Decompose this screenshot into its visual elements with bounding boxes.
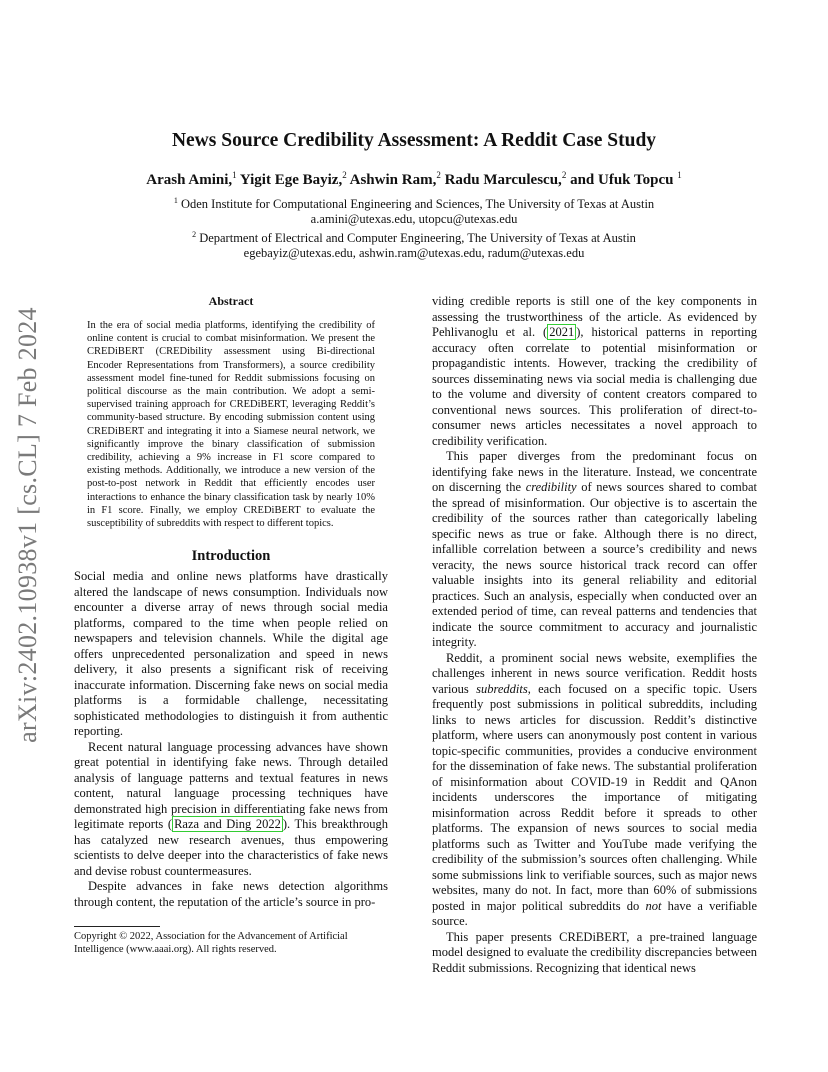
- footnote-rule: [74, 926, 160, 927]
- right-column: [432, 294, 757, 976]
- affiliation-mark: 1: [677, 170, 682, 180]
- citation-link[interactable]: Raza and Ding 2022: [174, 817, 281, 832]
- intro-paragraph-1: Social media and online news platforms have drastically altered the landscape of news consumption. Individuals now encounter a diverse array of news through social media platforms, compared to the time when people relied on newspapers and television channels. While the digital age offers unprecedented personalization and speed in news delivery, it also presents a significant risk of receiving inaccurate information. Discerning fake news on social media platforms is a formidable challenge, necessitating sophisticated methodologies to distinguish it from authentic reporting.: [74, 569, 388, 739]
- affiliation-mark: 2: [436, 170, 441, 180]
- intro-paragraph-4: This paper diverges from the predominant focus on identifying fake news in the literature. Instead, we concentrate on discerning the credibility of news sources shared to combat the spread of misinformation. Our objective is to ascertain the credibility of the sources rather than categorically labeling specific news as true or fake. Although there is no direct, infallible correlation between a source’s credibility and news veracity, the news source historical track record can offer valuable insights into its general reliability and editorial practices. Such an analysis, especially when conducted over an extended period of time, can reveal patterns and tendencies that indicate the source commitment to accuracy and journalistic integrity.: [432, 449, 758, 649]
- intro-paragraph-2: Recent natural language processing advances have shown great potential in identifying fake news. Through detailed analysis of language patterns and textual features in news content, natural language processing techniques have demonstrated high precision in differentiating fake news from legitimate reports ( Raza and Ding 2022 ). This breakthrough has catalyzed new research avenues, thus empowering scientists to delve deeper into the characteristics of fake news and devise robust countermeasures.: [74, 739, 389, 878]
- author-list: [74, 170, 754, 189]
- author-name: Yigit Ege Bayiz,: [239, 172, 343, 188]
- intro-paragraph-3-start: Despite advances in fake news detection algorithms through content, the reputation of the article’s source in pro-: [74, 879, 388, 909]
- affiliation-1: $^1$ Oden Institute for Computational Engineering and Sciences, The University of Texas at Austin: [173, 196, 655, 212]
- intro-paragraph-6: This paper presents CREDiBERT, a pre-trained language model designed to evaluate the credibility discrepancies between Reddit submissions. Recognizing that identical news: [432, 929, 757, 975]
- author-name: Arash Amini,: [146, 172, 233, 188]
- affiliation-mark: 2: [561, 170, 567, 180]
- abstract-heading: Abstract: [208, 294, 254, 308]
- author-name: Ashwin Ram,: [349, 172, 437, 188]
- citation-link[interactable]: 2021: [549, 325, 575, 339]
- affiliation-mark: 2: [342, 170, 347, 180]
- author-name: Radu Marculescu,: [444, 172, 562, 188]
- affiliation-2-email[interactable]: egebayiz@utexas.edu, ashwin.ram@utexas.edu, radum@utexas.edu: [243, 246, 585, 261]
- left-column: [74, 294, 388, 910]
- affiliation-mark: 1: [232, 170, 237, 180]
- author-name: and Ufuk Topcu: [570, 172, 674, 188]
- intro-paragraph-5: Reddit, a prominent social news website, exemplifies the challenges inherent in news source verification. Reddit hosts various subreddits, each focused on a specific topic. Users frequently post submissions in political subreddits, including links to news articles for discussion. Reddit’s distinctive platform, where users can anonymously post content in various topic-specific communities, provides a conducive environment for the dissemination of fake news. The substantial proliferation of misinformation about COVID-19 in Reddit and QAnon incidents underscores the importance of mitigating misinformation across Reddit before it spreads to other platforms. The expansion of news sources to social media platforms such as Twitter and YouTube made verifying the credibility of the submission’s sources often challenging. While some submissions link to verifiable sources, such as major news websites, many do not. In fact, more than 60% of submissions posted in major political subreddits do not have a verifiable source.: [432, 650, 757, 928]
- intro-paragraph-3-cont: viding credible reports is still one of the key components in assessing the trustworthiness of the article. As evidenced by Pehlivanoglu et al. ( 2021 ), historical patterns in reporting accuracy often correlate to potential misinformation or propagandistic intents. However, tracking the credibility of sources disseminating news via social media is challenging due to the volume and diversity of content creators compared to conventional news sources. This proliferation of direct-to-consumer news articles necessitates a novel approach to credibility verification.: [432, 294, 757, 448]
- affiliation-2: $^2$ Department of Electrical and Computer Engineering, The University of Texas at Austin: [192, 230, 636, 246]
- abstract-text: In the era of social media platforms, identifying the credibility of online content is crucial to combat misinformation. We present the CREDiBERT (CREDibility assessment using Bi-directional Encoder Representations from Transformers), a source credibility assessment model fine-tuned for Reddit submissions focusing on political discourse as the main contribution. We adopt a semi-supervised training approach for CREDiBERT, leveraging Reddit’s community-based structure. By encoding submission content using CREDiBERT and integrating it into a Siamese neural network, we significantly improve the binary classification of submission credibility, achieving a 9% increase in F1 score compared to existing methods. Additionally, we introduce a new version of the post-to-post network in Reddit that efficiently encodes user interactions to enhance the binary classification task by nearly 10% in F1 score. Finally, we employ CREDiBERT to evaluate the susceptibility of subreddits with respect to different topics.: [87, 320, 375, 530]
- affiliation-1-email[interactable]: a.amini@utexas.edu, utopcu@utexas.edu: [310, 212, 518, 227]
- paper-title: News Source Credibility Assessment: A Reddit Case Study: [171, 130, 657, 151]
- arxiv-stamp: [8, 300, 48, 750]
- affiliations: [74, 193, 754, 261]
- copyright-footnote: Copyright © 2022, Association for the Advancement of Artificial Intelligence (www.aaai.org). All rights reserved.: [74, 931, 348, 955]
- arxiv-id[interactable]: arXiv:2402.10938v1 [cs.CL] 7 Feb 2024: [13, 307, 42, 743]
- introduction-heading: Introduction: [191, 548, 271, 565]
